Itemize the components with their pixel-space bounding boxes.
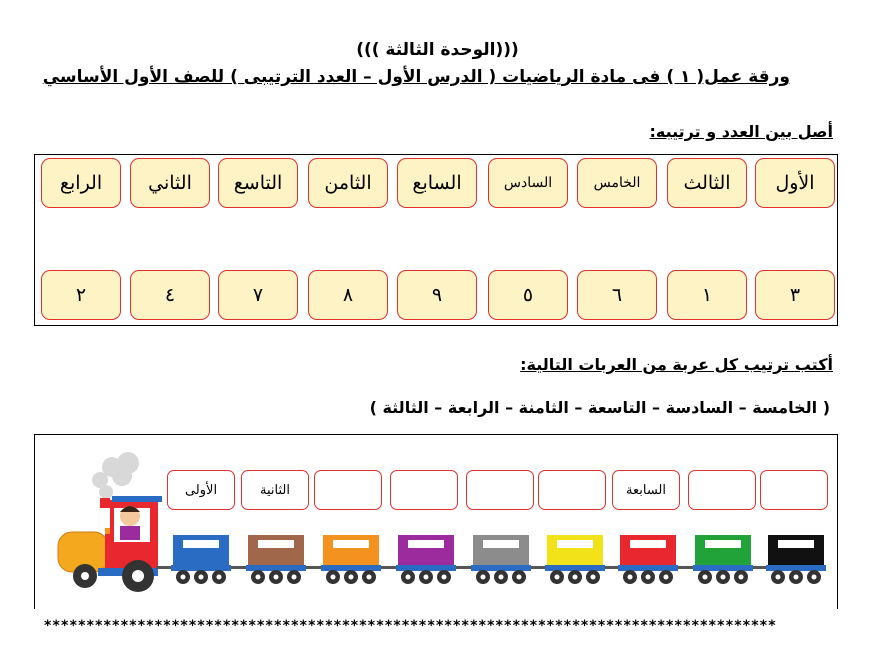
number-card[interactable]: ٦ (577, 270, 657, 320)
wagon (231, 535, 306, 584)
wagon (306, 535, 381, 584)
ordinal-card[interactable]: الثاني (130, 158, 210, 208)
ordinal-card[interactable]: التاسع (218, 158, 298, 208)
wagon-label-box[interactable]: الثانية (241, 470, 309, 510)
wagon (603, 535, 678, 584)
wagon-group (156, 535, 826, 584)
wagon-label-box[interactable]: الأولى (167, 470, 235, 510)
word-bank: ( الخامسة – السادسة – التاسعة – الثامنة – الرابعة – الثالثة ) (369, 398, 830, 417)
ordinal-card[interactable]: الثامن (308, 158, 388, 208)
instruction-match: أصل بين العدد و ترتيبه: (649, 122, 833, 141)
instruction-order: أكتب ترتيب كل عربة من العربات التالية: (520, 355, 833, 374)
footer-divider: ************************************************************************************** (44, 618, 777, 634)
ordinal-card[interactable]: السادس (488, 158, 568, 208)
number-card[interactable]: ٨ (308, 270, 388, 320)
number-card[interactable]: ٩ (397, 270, 477, 320)
ordinal-card[interactable]: السابع (397, 158, 477, 208)
number-card[interactable]: ١ (667, 270, 747, 320)
wagon (156, 535, 231, 584)
ordinal-card[interactable]: الرابع (41, 158, 121, 208)
ordinal-card[interactable]: الأول (755, 158, 835, 208)
locomotive (58, 496, 162, 592)
number-card[interactable]: ٤ (130, 270, 210, 320)
wagon (381, 535, 456, 584)
wagon (530, 535, 605, 584)
number-card[interactable]: ٥ (488, 270, 568, 320)
wagon-label-box[interactable]: السابعة (612, 470, 680, 510)
wagon (456, 535, 531, 584)
unit-title: ((( الوحدة الثالثة))) (356, 40, 519, 60)
wagon (751, 535, 826, 584)
number-card[interactable]: ٣ (755, 270, 835, 320)
ordinal-card[interactable]: الخامس (577, 158, 657, 208)
smoke-icon (92, 452, 139, 499)
train-illustration (50, 450, 840, 600)
worksheet-title: ورقة عمل( ١ ) فى مادة الرياضيات ( الدرس الأول – العدد الترتيبى ) للصف الأول الأساسي (42, 67, 790, 87)
ordinal-card[interactable]: الثالث (667, 158, 747, 208)
wagon (678, 535, 753, 584)
number-card[interactable]: ٧ (218, 270, 298, 320)
number-card[interactable]: ٢ (41, 270, 121, 320)
